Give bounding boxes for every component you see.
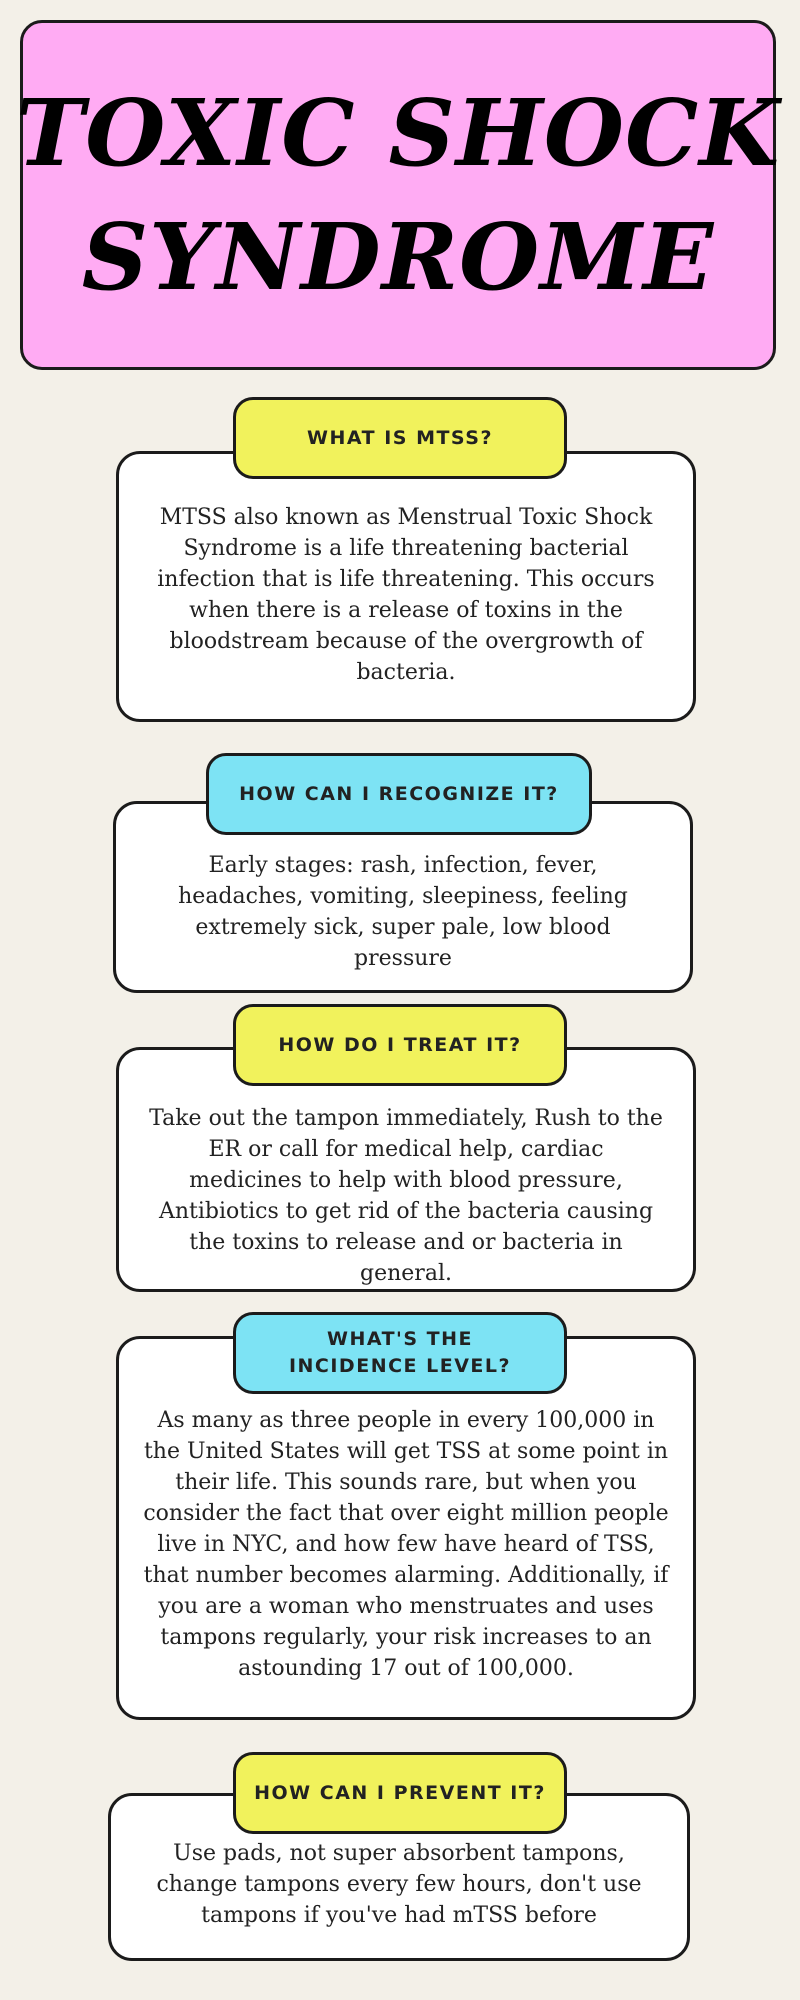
- treat-text: Take out the tampon immediately, Rush to the ER or call for medical help, cardiac medicines to help with blood pressure, Antibiotics to get rid of the bacteria causing the toxins to release and or bacteria in general.: [149, 1106, 663, 1286]
- title-banner: [15, 20, 781, 370]
- what-is-mtss-heading: WHAT IS MTSS?: [233, 397, 567, 479]
- recognize-heading: HOW CAN I RECOGNIZE IT?: [206, 753, 592, 835]
- title-line-1: TOXIC SHOCK: [15, 79, 781, 187]
- what-is-mtss-card: [116, 451, 696, 722]
- treat-heading: HOW DO I TREAT IT?: [233, 1004, 567, 1086]
- recognize-text: Early stages: rash, infection, fever, headaches, vomiting, sleepiness, feeling extremely sick, super pale, low blood pressure: [178, 853, 628, 971]
- prevent-heading: HOW CAN I PREVENT IT?: [233, 1752, 567, 1834]
- incidence-heading-line-1: WHAT'S THE: [326, 1328, 473, 1350]
- title-line-2: SYNDROME: [81, 203, 715, 311]
- prevent-text: Use pads, not super absorbent tampons, change tampons every few hours, don't use tampons if you've had mTSS before: [156, 1841, 642, 1928]
- what-is-mtss-text: MTSS also known as Menstrual Toxic Shock Syndrome is a life threatening bacterial infection that is life threatening. This occurs when there is a release of toxins in the bloodstream because of the overgrowth of bacteria.: [157, 505, 655, 685]
- incidence-text: As many as three people in every 100,000 in the United States will get TSS at some point in their life. This sounds rare, but when you consider the fact that over eight million people live in NYC, and how few have heard of TSS, that number becomes alarming. Additionally, if you are a woman who menstruates and uses tampons regularly, your risk increases to an astounding 17 out of 100,000.: [143, 1408, 669, 1681]
- incidence-heading: [233, 1312, 567, 1394]
- incidence-heading-line-2: INCIDENCE LEVEL?: [288, 1355, 512, 1377]
